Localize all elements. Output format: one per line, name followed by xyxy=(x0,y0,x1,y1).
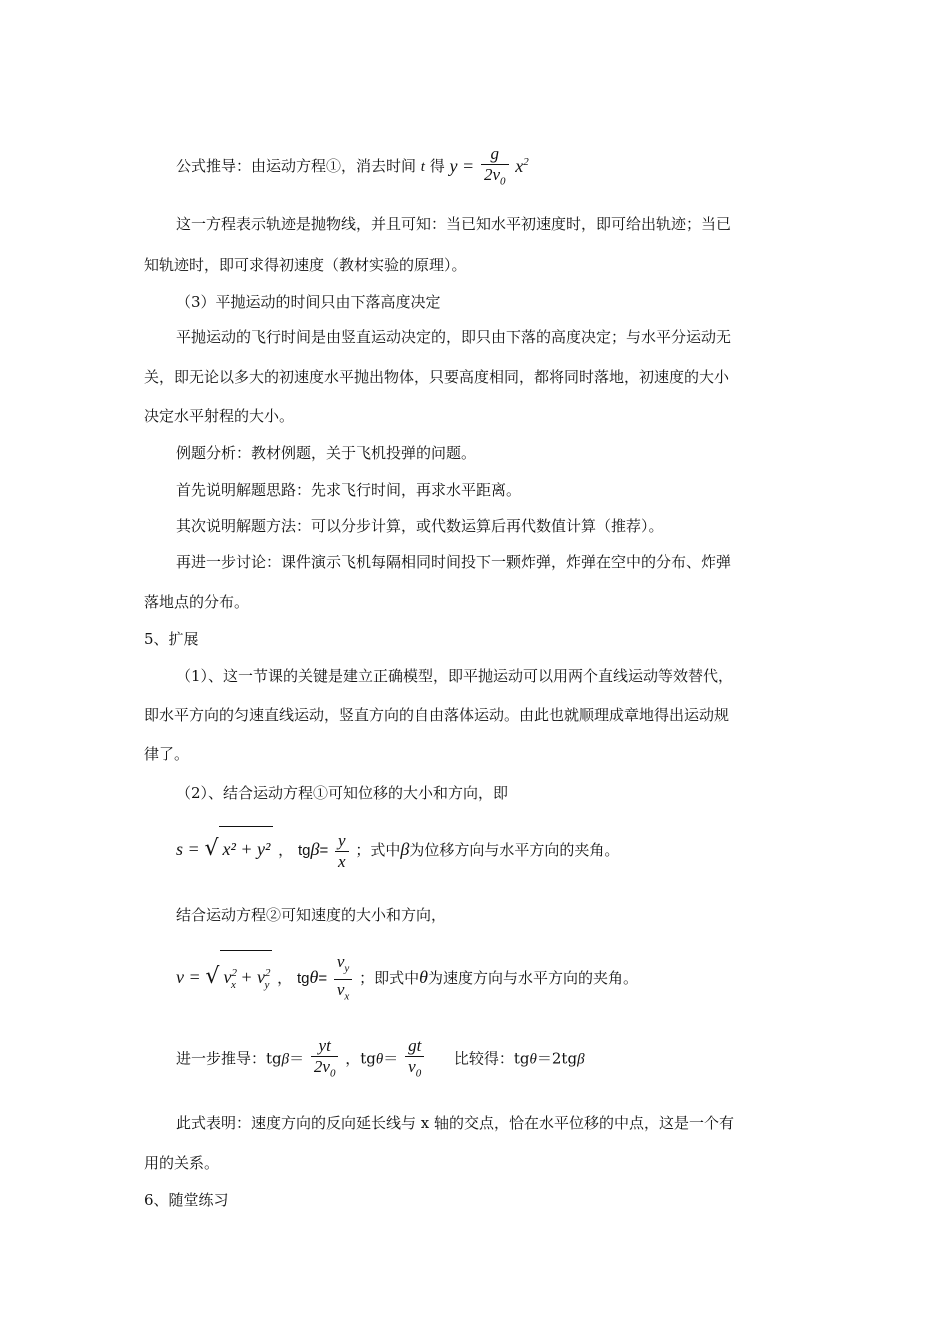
sqrt-sign: √ xyxy=(205,964,220,989)
eq-tail-sup: 2 xyxy=(523,156,529,168)
eq2-den-sub: x xyxy=(344,989,350,1002)
eq3-mid: ，tg xyxy=(345,1049,376,1068)
paragraph-line: 知轨迹时，即可求得初速度（教材实验的原理）。 xyxy=(144,256,467,274)
eq3-den2 xyxy=(405,1057,424,1083)
eq3-den2-sub: 0 xyxy=(415,1067,422,1080)
eq3-fraction-2 xyxy=(405,1036,424,1083)
eq2-num-sub: y xyxy=(344,962,350,975)
paragraph-line: 落地点的分布。 xyxy=(144,593,250,611)
time-variable: t xyxy=(420,158,425,175)
eq-den-main: 2v xyxy=(483,165,501,185)
eq1-fraction xyxy=(335,831,349,872)
eq3-den1-sub: 0 xyxy=(329,1067,336,1080)
eq-denominator xyxy=(481,165,509,191)
eq2-theta: θ xyxy=(309,967,319,987)
eq2-equals: = xyxy=(318,970,328,987)
paragraph-line: 结合运动方程②可知速度的大小和方向， xyxy=(176,906,447,924)
eq2-rad-a: v xyxy=(223,967,232,987)
eq3-den2-main: v xyxy=(408,1057,416,1076)
paragraph-line: （2）、结合运动方程①可知位移的大小和方向，即 xyxy=(176,784,509,802)
eq3-den1-main: 2v xyxy=(313,1057,330,1076)
paragraph-line: 首先说明解题思路：先求飞行时间，再求水平距离。 xyxy=(176,481,522,499)
formula-derivation-line xyxy=(176,142,529,192)
paragraph-line: 例题分析：教材例题，关于飞机投弹的问题。 xyxy=(176,444,477,462)
eq-numerator: g xyxy=(481,144,509,165)
velocity-equation xyxy=(176,950,638,1007)
further-derivation xyxy=(176,1036,585,1083)
eq2-rad-a-sup: 2 xyxy=(231,967,237,979)
eq-lhs: y = xyxy=(449,156,475,176)
eq2-v: v = xyxy=(176,967,201,987)
paragraph-line: 关，即无论以多大的初速度水平抛出物体，只要高度相同，都将同时落地，初速度的大小 xyxy=(144,368,730,386)
eq-tail xyxy=(515,156,529,176)
eq2-rad-b: v xyxy=(257,967,265,987)
eq1-beta: β xyxy=(310,839,320,859)
derivation-text: 公式推导：由运动方程①，消去时间 xyxy=(176,156,417,175)
eq1-beta-inline: β xyxy=(400,839,410,859)
paragraph-line: （1）、这一节课的关键是建立正确模型，即平抛运动可以用两个直线运动等效替代， xyxy=(176,667,734,685)
paragraph-line: 决定水平射程的大小。 xyxy=(144,407,295,425)
section-heading: 6、随堂练习 xyxy=(144,1191,229,1209)
eq3-compare: 比较得：tg xyxy=(453,1049,530,1068)
eq2-numerator xyxy=(334,952,352,979)
paragraph-line: 这一方程表示轨迹是抛物线，并且可知：当已知水平初速度时，即可给出轨迹；当已 xyxy=(176,215,732,233)
derivation-de: 得 xyxy=(429,156,445,175)
eq2-denominator xyxy=(334,980,352,1006)
eq3-den1 xyxy=(311,1057,339,1083)
paragraph-line: 即水平方向的匀速直线运动，竖直方向的自由落体运动。由此也就顺理成章地得出运动规 xyxy=(144,706,730,724)
eq2-after: 为速度方向与水平方向的夹角。 xyxy=(427,969,638,987)
trajectory-equation xyxy=(450,142,529,192)
eq1-denominator: x xyxy=(338,851,346,871)
eq2-comma: ， xyxy=(277,969,293,987)
eq3-num2: gt xyxy=(405,1036,424,1057)
subsection-heading: （3）平抛运动的时间只由下落高度决定 xyxy=(176,293,441,311)
eq2-den-main: v xyxy=(336,979,345,999)
eq1-radicand: x² + y² xyxy=(219,826,273,871)
paragraph-line: 用的关系。 xyxy=(144,1154,220,1172)
eq1-text: ；式中 xyxy=(355,841,401,859)
eq3-eq2: ＝ xyxy=(383,1049,399,1068)
displacement-equation xyxy=(176,826,619,873)
eq2-radicand xyxy=(220,950,272,1007)
paragraph-line: 平抛运动的飞行时间是由竖直运动决定的，即只由下落的高度决定；与水平分运动无 xyxy=(176,328,732,346)
eq1-comma: ， xyxy=(278,841,294,859)
eq3-theta-3: θ xyxy=(529,1051,537,1068)
paragraph-line: 律了。 xyxy=(144,745,190,763)
section-heading: 5、扩展 xyxy=(144,630,199,648)
eq-tail-main: x xyxy=(515,156,524,176)
eq3-lead: 进一步推导：tg xyxy=(176,1049,282,1068)
eq-den-sub: 0 xyxy=(500,175,506,188)
eq3-num1: yt xyxy=(311,1036,339,1057)
eq1-numerator: y xyxy=(335,831,349,852)
paragraph-line: 再进一步讨论：课件演示飞机每隔相同时间投下一颗炸弹，炸弹在空中的分布、炸弹 xyxy=(176,553,732,571)
eq1-s: s = xyxy=(176,839,200,859)
eq2-fraction xyxy=(334,952,352,1006)
eq3-beta-3: β xyxy=(577,1051,585,1068)
eq3-fraction-1 xyxy=(311,1036,339,1083)
eq3-eq1: ＝ xyxy=(289,1049,305,1068)
eq3-result: ＝2tg xyxy=(536,1049,578,1068)
eq2-plus: + xyxy=(240,967,253,987)
eq2-tg: tg xyxy=(296,970,310,987)
eq1-tg: tg xyxy=(297,842,311,859)
eq2-rad-a-sub: x xyxy=(230,978,236,991)
eq2-rad-b-sup: 2 xyxy=(265,967,271,979)
eq1-equals: = xyxy=(319,842,329,859)
eq2-theta-inline: θ xyxy=(419,967,428,987)
eq2-rad-b-sub: y xyxy=(264,978,270,991)
eq3-theta: θ xyxy=(375,1051,384,1068)
paragraph-line: 其次说明解题方法：可以分步计算，或代数运算后再代数值计算（推荐）。 xyxy=(176,517,664,535)
eq-fraction xyxy=(481,144,509,191)
eq3-beta: β xyxy=(281,1051,290,1068)
eq1-after: 为位移方向与水平方向的夹角。 xyxy=(409,841,620,859)
paragraph-line: 此式表明：速度方向的反向延长线与 x 轴的交点，恰在水平位移的中点，这是一个有 xyxy=(176,1114,734,1132)
eq2-num-main: v xyxy=(336,952,345,972)
sqrt-sign: √ xyxy=(204,836,219,861)
eq2-text: ；即式中 xyxy=(359,969,420,987)
